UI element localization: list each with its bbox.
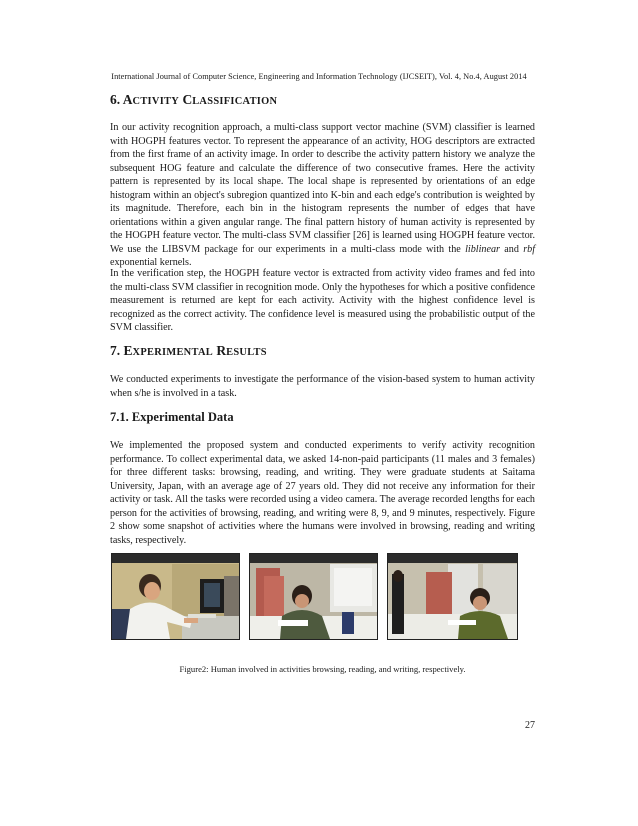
section-number: 7. bbox=[110, 343, 121, 358]
section-6-paragraph-1: In our activity recognition approach, a multi-class support vector machine (SVM) classifier is learned with HOGPH features vector. To represent the appearance of an activity, HOG descriptors are extracted from the first frame of an activity image. In order to describe the activity pattern history we analyze the subsequent HOG feature and calculate the difference of two consecutive frames. Here the activity pattern is represented by its local shape. The local shape is represented by orientations of an edge histogram within an object's subregion quantized into K-bin and each edge's contribution is weighted by its magnitude. Therefore, each bin in the histogram represents the number of edges that have orientations within a given angular range. The final pattern history of human activity is represented by the HOGPH feature vector. The multi-class SVM classifier [26] is learned using HOGPH feature vector. We use the LIBSVM package for our experiments in a multi-class mode with the liblinear and rbf exponential kernels. bbox=[110, 122, 536, 269]
section-6-heading: 6. ACTIVITY CLASSIFICATION bbox=[110, 92, 278, 107]
italic-term-rbf: rbf bbox=[523, 243, 536, 255]
section-6-paragraph-2: In the verification step, the HOGPH feature vector is extracted from activity video frames and fed into the multi-class SVM classifier in recognition mode. Only the hypotheses for which a positive confidence measurement is returned are kept for each activity. Activity with the highest confidence level is recognized as the correct activity. The confidence level is measured using the probabilistic output of the SVM classifier. bbox=[110, 268, 535, 334]
section-7-1-paragraph-1: We implemented the proposed system and conducted experiments to verify activity recognition performance. To collect experimental data, we asked 14-non-paid participants (11 males and 3 females) for three different tasks: browsing, reading, and writing. They were graduate students at Saitama University, Japan, with an average age of 27 years old. They did not receive any information for their activity or task. All the tasks were recorded using a video camera. The average recorded lengths for each person for the activities of browsing, reading, and writing were 8, 9, and 9 minutes, respectively. Figure 2 show some snapshot of activities where the humans were involved in browsing, reading and writing tasks, respectively. bbox=[110, 440, 535, 546]
figure-photo-writing bbox=[387, 553, 518, 640]
section-7-heading: 7. EXPERIMENTAL RESULTS bbox=[110, 343, 267, 358]
italic-term-liblinear: liblinear bbox=[465, 243, 500, 255]
figure-photo-reading bbox=[249, 553, 378, 640]
photo-browsing-image bbox=[112, 554, 239, 639]
running-header: International Journal of Computer Science, Engineering and Information Technology (IJCSEIT), Vol. 4, No.4, August 2014 bbox=[111, 72, 527, 81]
figure-photo-browsing bbox=[111, 553, 240, 640]
page-number: 27 bbox=[525, 720, 535, 731]
photo-writing-image bbox=[388, 554, 517, 639]
figure-caption: Figure2: Human involved in activities browsing, reading, and writing, respectively. bbox=[179, 664, 466, 674]
section-7-1-heading: 7.1. Experimental Data bbox=[110, 410, 234, 424]
photo-reading-image bbox=[250, 554, 377, 639]
section-number: 6. bbox=[110, 92, 121, 107]
section-7-paragraph-1: We conducted experiments to investigate the performance of the vision-based system to human activity when s/he is involved in a task. bbox=[110, 374, 535, 399]
